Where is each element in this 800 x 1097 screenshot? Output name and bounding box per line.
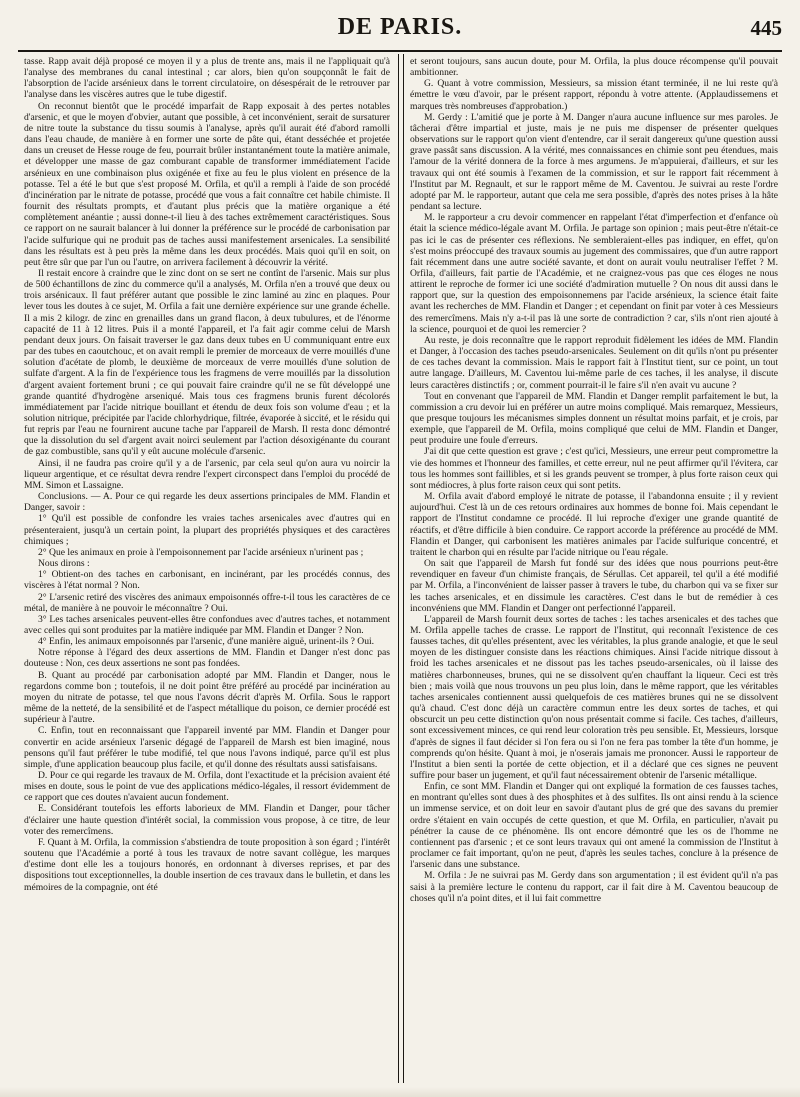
paragraph: D. Pour ce qui regarde les travaux de M. Orfila, dont l'exactitude et la précision avaient été mises en doute, sous le point de vue des applications médico-légales, il ressort évidemment de ce rapport que ces doutes n'avaient aucun fondement. xyxy=(24,770,390,804)
paragraph: 3° Les taches arsenicales peuvent-elles être confondues avec d'autres taches, et notamment avec celles qui sont produites par la matière indiquée par MM. Flandin et Danger ? Non. xyxy=(24,613,390,636)
paragraph: Au reste, je dois reconnaître que le rapport reproduit fidèlement les idées de MM. Flandin et Danger, à l'occasion des taches pseudo-arsenicales. Seulement on dit qu'ils n'ont pu présenter de ces taches devant la commission. Mais le rapport fait à l'Institut tient, sur ce point, un tout autre langage. D'ailleurs, M. Caventou lui-même parle de ces taches, il les analyse, il discute leurs caractères distinctifs ; or, comment pourrait-il le faire s'il n'en avait vu aucune ? xyxy=(410,334,778,391)
conclusions-paragraph: Conclusions. — A. Pour ce qui regarde les deux assertions principales de MM. Flandin et Danger, savoir : xyxy=(24,491,390,514)
paragraph: On sait que l'appareil de Marsh fut fondé sur des idées que nous pourrions peut-être revendiquer en faveur d'un chimiste français, de Sérullas. Cet appareil, tel qu'il a été modifié par M. Orfila, a l'inconvénient de laisser passer à travers le tube, du charbon qui va se fixer sur les taches arsenicales, et en dissimule les caractères. C'est dans le but de remédier à ces inconvéniens que MM. Flandin et Danger ont perfectionné l'appareil. xyxy=(410,558,778,614)
paragraph: Il restait encore à craindre que le zinc dont on se sert ne contînt de l'arsenic. Mais sur plus de 500 échantillons de zinc du commerce qu'il a analysés, M. Orfila n'en a trouvé que deux ou trois arsénicaux. Il faut préférer autant que possible le zinc laminé au zinc en plaques. Pour lever tous les doutes à ce sujet, M. Orfila a fait une dernière expérience sur une grande échelle. Il a mis 2 kilogr. de zinc en grenailles dans un grand flacon, à deux tubulures, et de l'énorme capacité de 11 à 12 litres. Puis il a monté l'appareil, et l'a fait agir comme celui de Marsh pendant deux jours. On faisait traverser le gaz dans deux tubes en U communiquant entre eux par des tubes en caoutchouc, et on avait rempli le premier de morceaux de verre mouillés d'une solution d'acétate de plomb, le deuxième de morceaux de verre mouillés d'une solution de sulfate d'argent. A la fin de l'expérience tous les fragmens de verre mouillés par la dissolution d'argent avaient fortement bruni ; ce qui pouvait faire craindre qu'il ne se fût développé une grande quantité d'hydrogène arseniqué. Mais tous ces fragmens brunis furent décolorés immédiatement par l'acide nitrique bouillant et étendu de deux fois son volume d'eau ; et la solution nitrique, précipitée par l'acide chlorhydrique, filtrée, évaporée à siccité, et le résidu qui fut repris par l'eau ne fournirent aucune tache par l'appareil de Marsh. Il resta donc démontré que la dissolution du sel d'argent avait noirci seulement par l'action désoxigénante du courant de gaz combustible, sans qu'il y eût aucune molécule d'arsenic. xyxy=(24,267,390,458)
paragraph: C. Enfin, tout en reconnaissant que l'appareil inventé par MM. Flandin et Danger pour convertir en acide arsénieux l'arsenic dégagé de l'appareil de Marsh est bien imaginé, nous pensons qu'il faut préférer le tube modifié, tel que nous l'avons indiqué, parce qu'il est plus simple, d'une application beaucoup plus facile, et qu'il donne des résultats aussi satisfaisans. xyxy=(24,725,390,770)
paragraph: 2° Que les animaux en proie à l'empoisonnement par l'acide arsénieux n'urinent pas ; xyxy=(38,546,364,558)
paragraph: G. Quant à votre commission, Messieurs, sa mission étant terminée, il ne lui reste qu'à émettre le vœu d'avoir, par le présent rapport, répondu à votre attente. (Applaudissemens et marques très nombreuses d'approbation.) xyxy=(410,78,778,112)
paragraph: Enfin, ce sont MM. Flandin et Danger qui ont expliqué la formation de ces fausses taches, en montrant qu'elles sont dues à des phosphites et à des sulfites. Ils ont ainsi rendu à la science un immense service, et on doit leur en savoir d'autant plus de gré que des savans du premier ordre s'étaient en vain occupés de cette question, et que M. Orfila, en particulier, n'avait pu pénétrer la cause de ce phénomène. Ils ont encore démontré que les os de l'homme ne contiennent pas d'arsenic ; et ce sont leurs travaux qui ont amené la commission de l'Institut à proclamer ce fait important, qu'on ne peut, d'après les seules taches, conclure à la présence de l'arsenic dans une substance. xyxy=(410,781,778,871)
page-bottom-edge xyxy=(0,1087,800,1097)
paragraph: J'ai dit que cette question est grave ; c'est qu'ici, Messieurs, une erreur peut compromettre la vie des hommes et l'honneur des familles, et cette erreur, nul ne peut affirmer qu'il l'évitera, car tous les hommes sont faillibles, et si les grands peuvent se tromper, à plus forte raison ceux qui sont médiocres, à plus forte raison ceux qui sont petits. xyxy=(410,446,778,491)
paragraph: et seront toujours, sans aucun doute, pour M. Orfila, la plus douce récompense qu'il pouvait ambitionner. xyxy=(410,56,778,79)
paragraph: 1° Qu'il est possible de confondre les vraies taches arsenicales avec d'autres qui en présenteraient, jusqu'à un certain point, la plupart des propriétés physiques et des caractères chimiques ; xyxy=(24,513,390,547)
paragraph: Nous dirons : xyxy=(38,558,90,570)
paragraph: 1° Obtient-on des taches en carbonisant, en incinérant, par les procédés connus, des viscères à l'état normal ? Non. xyxy=(24,569,390,592)
paragraph: E. Considérant toutefois les efforts laborieux de MM. Flandin et Danger, pour tâcher d'éclairer une haute question d'intérêt social, la commission vous propose, à ce titre, de leur voter des remercîmens. xyxy=(24,803,390,837)
paragraph: B. Quant au procédé par carbonisation adopté par MM. Flandin et Danger, nous le regardons comme bon ; toutefois, il ne doit point être préféré au procédé par incinération au moyen du nitrate de potasse, tel que nous l'avons décrit d'après M. Orfila. Sous le rapport même de la netteté, de la sensibilité et de l'aspect métallique du poison, ce dernier procédé est supérieur à l'autre. xyxy=(24,669,390,726)
speech-paragraph: M. Gerdy : L'amitié que je porte à M. Danger n'aura aucune influence sur mes paroles. Je tâcherai d'être impartial et juste, mais je ne puis me dispenser de présenter quelques observations sur le rapport qu'on vient d'entendre, car il serait dangereux qu'une question aussi grave passât sans discussion. A la vérité, mes connaissances en chimie sont peu étendues, mais l'amour de la vérité donnera de la force à mes argumens. Je m'appuierai, d'ailleurs, et sur les travaux qui ont été soumis à l'examen de la commission, et sur le rapport fait récemment à l'Institut par M. Regnault, et sur le rapport même de M. Caventou. Je suivrai au reste l'ordre adopté par M. le rapporteur, autant que cela me sera possible, d'après des notes prises à la hâte pendant sa lecture. xyxy=(410,111,778,213)
page-number: 445 xyxy=(750,16,782,40)
paragraph: Tout en convenant que l'appareil de MM. Flandin et Danger remplit parfaitement le but, la commission a cru devoir lui en préférer un autre moins compliqué. Mais remarquez, Messieurs, que presque toujours les mécanismes simples donnent un résultat moins parfait, et je crois, par exemple, que l'appareil de M. Orfila, moins compliqué que celui de MM. Flandin et Danger, peut produire une foule d'erreurs. xyxy=(410,390,778,447)
paragraph: M. le rapporteur a cru devoir commencer en rappelant l'état d'imperfection et d'enfance où était la science médico-légale avant M. Orfila. Je partage son opinion ; mais peut-être n'était-ce pas ici le cas de présenter ces réflexions. Ne sembleraient-elles pas indiquer, en effet, qu'on s'est moins préoccupé des travaux soumis au jugement des commissaires, que d'un autre rapport fait récemment dans une autre société savante, et dont on aurait voulu neutraliser l'effet ? M. Orfila, d'ailleurs, fait partie de l'Académie, et ne craignez-vous pas que ces éloges ne nous attirent le reproche de former ici une société d'admiration mutuelle ? On nous dit aussi dans le rapport que, sur la question des empoisonnemens par l'acide arsénieux, la science était faite avant les recherches de MM. Flandin et Danger ; et cependant on finit par voter à ces Messieurs des remercîmens. Mais n'y a-t-il pas là une sorte de contradiction ? car, s'ils n'ont rien ajouté à la science, pourquoi et de quoi les remercier ? xyxy=(410,212,778,335)
paragraph: 4° Enfin, les animaux empoisonnés par l'arsenic, d'une manière aiguë, urinent-ils ? Oui. xyxy=(38,636,375,648)
paragraph: 2° L'arsenic retiré des viscères des animaux empoisonnés offre-t-il tous les caractères de ce métal, de manière à ne pouvoir le méconnaître ? Oui. xyxy=(24,591,390,614)
right-column xyxy=(410,56,778,1084)
column-divider xyxy=(398,54,404,1083)
paragraph: tasse. Rapp avait déjà proposé ce moyen il y a plus de trente ans, mais il ne l'appliquait qu'à l'analyse des membranes du canal intestinal ; car alors, bien qu'on soupçonnât le fait de l'absorption de l'acide arsénieux dans le torrent circulatoire, on désespérait de le retrouver par l'analyse dans les viscères autres que le tube digestif. xyxy=(24,56,390,101)
paragraph: Ainsi, il ne faudra pas croire qu'il y a de l'arsenic, par cela seul qu'on aura vu noircir la liqueur argentique, et ce résultat devra rendre l'expert circonspect dans l'emploi du procédé de MM. Simon et Lassaigne. xyxy=(24,457,390,491)
page-header xyxy=(18,8,782,52)
page-title: DE PARIS. xyxy=(337,14,463,40)
speech-paragraph: M. Orfila : Je ne suivrai pas M. Gerdy dans son argumentation ; il est évident qu'il n'a pas saisi à la première lecture le contenu du rapport, car il fait dire à M. Caventou beaucoup de choses qu'il n'a point dites, et il lui fait commettre xyxy=(410,870,778,904)
paragraph: M. Orfila avait d'abord employé le nitrate de potasse, il l'abandonna ensuite ; il y revient aujourd'hui. C'est là un de ces retours ordinaires aux hommes de bonne foi. Mais cependant le rapport de l'Institut condamne ce procédé. Il lui reproche d'exiger une grande quantité de réactifs, et d'être difficile à bien conduire. Ce rapport accorde la préférence au procédé de MM. Flandin et Danger, qui carbonisent les matières animales par l'acide sulfurique concentré, et traitent le charbon qui en résulte par l'acide nitrique ou l'eau régale. xyxy=(410,491,778,558)
paragraph: On reconnut bientôt que le procédé imparfait de Rapp exposait à des pertes notables d'arsenic, et que le moyen d'obvier, autant que possible, à cet inconvénient, serait de sursaturer de nitre toute la substance du tissu soumis à l'analyse, après qu'il aurait été d'abord ramolli dans l'eau chaude, de manière à en former une sorte de pâte qui, étant desséchée et projetée dans un creuset de Hesse rouge de feu, pourrait brûler instantanément toute la matière animale, et développer une masse de gaz comburant capable de transformer immédiatement l'acide arsénieux en une combinaison plus oxigénée et fixe au feu le plus violent en présence de la potasse. Tel a été le but que s'est proposé M. Orfila, et qu'il a rempli à l'aide de son procédé d'incinération par le nitrate de potasse, procédé que vous a fait connaître cet habile chimiste. Il fournit des résultats prompts, et d'autant plus précis que la matière organique a été complètement anéantie ; aussi donne-t-il lieu à des taches extrêmement caractéristiques. Sous ce rapport on ne saurait balancer à lui donner la préférence sur le procédé de carbonisation par l'acide sulfurique qui ne produit pas de taches aussi manifestement arsenicales. La sensibilité dans les résultats est à peu près la même dans les deux procédés. Mais quoi qu'il en soit, on peut être sûr que par l'un ou l'autre, on arrivera facilement à découvrir la vérité. xyxy=(24,100,390,268)
left-column xyxy=(24,56,390,1084)
paragraph: F. Quant à M. Orfila, la commission s'abstiendra de toute proposition à son égard ; l'intérêt soutenu que l'Académie a porté à tous les travaux de notre savant collègue, les marques d'estime dont elle les a toujours honorés, en ordonnant à diverses reprises, et par des dispositions tout exceptionnelles, la double insertion de ces travaux dans le bulletin, et dans les mémoires de la compagnie, ont été xyxy=(24,836,390,893)
paragraph: Notre réponse à l'égard des deux assertions de MM. Flandin et Danger n'est donc pas douteuse : Non, ces deux assertions ne sont pas fondées. xyxy=(24,647,390,670)
paragraph: L'appareil de Marsh fournit deux sortes de taches : les taches arsenicales et des taches que M. Orfila appelle taches de crasse. Le rapport de l'Institut, qui reconnaît l'existence de ces fausses taches, dit qu'elles présentent, avec les véritables, la plus grande analogie, et que le seul moyen de les distinguer consiste dans les réactions chimiques. Ainsi l'acide nitrique dissout à froid les taches arsenicales et ne dissout pas les taches pseudo-arsenicales, où il laisse des matières charbonneuses, brunes, qui ne se dissolvent qu'en chauffant la liqueur. Ceci est très bien ; mais voilà que nous trouvons un peu plus loin, dans le même rapport, que les véritables taches arsenicales contiennent aussi quelquefois de ces matières brunes qui ne se dissolvent qu'à chaud. C'est donc déjà un caractère commun entre les deux sortes de taches, et qui obscurcit un peu cette distinction qu'on nous présentait comme si facile. Ces taches, d'ailleurs, sont excessivement minces, ce qui rend leur coloration très peu sensible. Et, Messieurs, lorsque d'après de signes il faut décider si l'on fera ou si l'on ne fera pas tomber la tête d'un homme, je comprends qu'on hésite. Quant à moi, je n'oserais jamais me prononcer. Aussi le rapporteur de l'Institut a bien senti la portée de cette objection, et il a déclaré que ces signes ne peuvent suffire pour baser un jugement, et qu'il faut nécessairement obtenir de l'arsenic métallique. xyxy=(410,613,778,781)
